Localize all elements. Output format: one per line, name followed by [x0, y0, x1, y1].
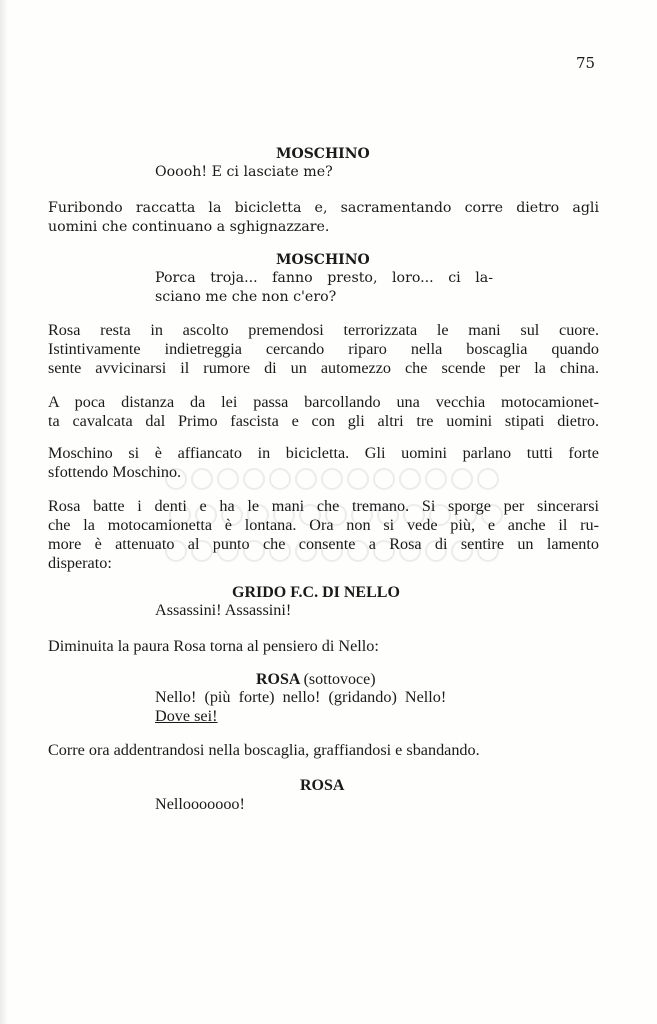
underlined-text: Dove sei!: [155, 707, 218, 725]
paragraph-line: ta cavalcata dal Primo fascista e con gli altri tre uomini stipati dietro.: [48, 412, 599, 430]
dialogue-line: Nello! (più forte) nello! (gridando) Nello!: [155, 688, 447, 706]
paragraph-line: sente avvicinarsi il rumore di un automezzo che scende per la china.: [48, 359, 599, 377]
dialogue-line-underlined: [155, 707, 492, 726]
action-paragraph: [48, 497, 599, 573]
dialogue-block: [155, 269, 493, 307]
dialogue-line: sciano me che non c'ero?: [155, 289, 337, 305]
paragraph-line: disperato:: [48, 554, 112, 572]
speaker-name: ROSA: [300, 777, 345, 794]
paragraph-line: Rosa resta in ascolto premendosi terrorizzata le mani sul cuore.: [48, 321, 599, 339]
dialogue-line: Porca troja... fanno presto, loro... ci la-: [155, 270, 493, 286]
action-paragraph: [48, 321, 599, 378]
page-number: 75: [576, 54, 596, 72]
speaker-name: MOSCHINO: [276, 146, 370, 162]
action-paragraph: [48, 444, 599, 482]
paragraph-line: Moschino si è affiancato in bicicletta. Gli uomini parlano tutti forte: [48, 444, 599, 462]
speaker-name: ROSA: [256, 671, 300, 688]
dialogue-block: [155, 688, 492, 726]
paragraph-line: uomini che continuano a sghignazzare.: [48, 219, 330, 235]
paragraph-line: Rosa batte i denti e ha le mani che tremano. Si sporge per sincerarsi: [48, 497, 599, 515]
speaker-name: GRIDO F.C. DI NELLO: [232, 584, 400, 601]
dialogue-line: Assassini! Assassini!: [155, 601, 292, 619]
speaker-heading: [256, 670, 376, 689]
paragraph-line: more è attenuato al punto che consente a Rosa di sentire un lamento: [48, 535, 599, 553]
paragraph-line: Corre ora addentrandosi nella boscaglia, graffiandosi e sbandando.: [48, 741, 480, 759]
paragraph-line: Istintivamente indietreggia cercando riparo nella boscaglia quando: [48, 340, 599, 358]
speaker-name: MOSCHINO: [276, 252, 370, 268]
page-edge-shadow: [0, 0, 8, 1024]
dialogue-line: Nellooooooo!: [155, 795, 245, 813]
parenthetical: (sottovoce): [303, 671, 376, 688]
action-paragraph: [48, 637, 599, 656]
paragraph-line: Furibondo raccatta la bicicletta e, sacramentando corre dietro agli: [48, 200, 599, 216]
action-paragraph: [48, 393, 599, 431]
paragraph-line: che la motocamionetta è lontana. Ora non si vede più, e anche il ru-: [48, 516, 599, 534]
paragraph-line: sfottendo Moschino.: [48, 463, 182, 481]
paragraph-line: A poca distanza da lei passa barcollando una vecchia motocamionet-: [48, 393, 599, 411]
dialogue-line: Ooooh! E ci lasciate me?: [155, 164, 333, 180]
action-paragraph: [48, 741, 599, 760]
action-paragraph: [48, 199, 599, 237]
paragraph-line: Diminuita la paura Rosa torna al pensiero di Nello:: [48, 637, 379, 655]
